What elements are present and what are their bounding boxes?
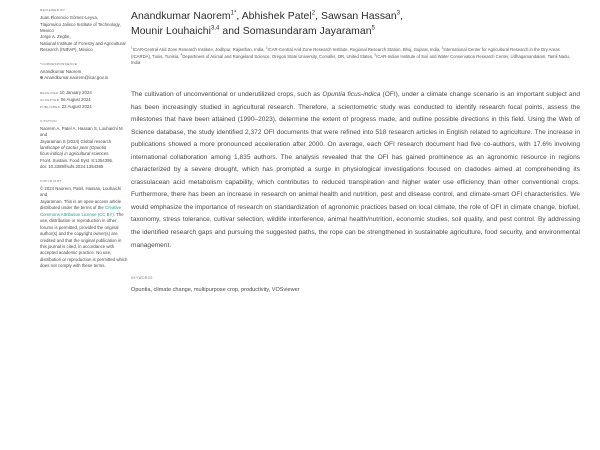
creative-commons-license-link[interactable]: Creative Commons Attribution License (CC BY)	[40, 205, 122, 217]
accepted-value: 06 August 2024	[60, 96, 91, 102]
affiliation-3-marker: 3	[441, 45, 444, 50]
affiliation-5: ICAR-Indian Institute of Soil and Water Conservation Research Center, Udhagamandalam, Tamil Nadu, India	[131, 53, 571, 66]
abstract-species-name: Opuntia ficus-indica	[322, 90, 381, 98]
received-label: RECEIVED	[40, 90, 59, 95]
reviewed-by-heading: REVIEWED BY	[40, 8, 66, 12]
publication-dates-block	[40, 90, 128, 111]
keywords-heading: KEYWORDS	[131, 276, 153, 281]
reviewer-1-name: Juan Florencio Gómez-Leyva,	[40, 15, 98, 21]
affiliation-5-marker: 5	[374, 52, 377, 57]
affiliation-1-marker: 1	[131, 45, 133, 50]
author-5-affil-marker: 5	[371, 25, 375, 32]
published-label: PUBLISHED	[40, 104, 61, 109]
copyright-line-1: © 2024 Naorem, Patel, Hassan, Louhaichi and	[40, 185, 122, 198]
accepted-date-row	[40, 97, 128, 104]
envelope-icon	[40, 76, 43, 79]
copyright-line-4: . The use, distribution or reproduction in other	[40, 211, 124, 224]
received-date-row	[40, 90, 128, 97]
reviewed-by-block	[40, 8, 128, 54]
correspondence-content	[40, 69, 128, 82]
keywords-list: Opuntia, climate change, multipurpose crop, productivity, VOSviewer	[131, 287, 300, 294]
received-value: 10 January 2024	[59, 89, 92, 95]
corresponding-author-email-line	[40, 75, 128, 81]
citation-doi[interactable]: doi: 10.3389/fsufs.2024.1354395	[40, 164, 104, 170]
author-4-name[interactable]: Mounir Louhaichi	[131, 25, 211, 37]
accepted-label: ACCEPTED	[40, 97, 60, 102]
copyright-line-9: accepted academic practice. No use,	[40, 250, 112, 256]
reviewer-2-name: Jorge A. Zegbe,	[40, 34, 71, 40]
copyright-line-2: Jayaraman. This is an open-access article	[40, 198, 122, 204]
affiliation-2-marker: 2	[265, 45, 268, 50]
author-3-affil-marker: 3	[396, 10, 401, 17]
copyright-block	[40, 179, 128, 270]
abstract-part-1: The cultivation of unconventional or underutilized crops, such as	[131, 90, 323, 98]
article-main-column	[128, 6, 588, 450]
copyright-line-5: forums is permitted, provided the original	[40, 224, 119, 230]
reviewer-2-affiliation-cont: Research (INIFAP), Mexico	[40, 47, 93, 53]
copyright-heading: COPYRIGHT	[40, 178, 62, 183]
article-metadata-sidebar	[0, 6, 128, 450]
published-value: 22 August 2024	[61, 103, 92, 109]
copyright-line-10: distribution or reproduction is permitted	[40, 256, 116, 262]
author-5-name[interactable]: and Somasundaram Jayaraman	[219, 25, 372, 37]
citation-line-2: Jayaraman S (2024) Global research	[40, 138, 112, 144]
affiliation-4: Department of Animal and Rangeland Science, Oregon State University, Corvallis, OR, United States,	[182, 53, 375, 59]
author-4-affil-marker: 3,4	[210, 25, 220, 32]
citation-line-3: landscape of cactus pear (Opuntia	[40, 144, 107, 150]
abstract-text	[131, 89, 580, 252]
corresponding-author-email[interactable]: Anandkumar.naorem@icar.gov.in	[44, 75, 109, 81]
citation-content	[40, 126, 128, 171]
reviewer-1-country: Mexico	[40, 28, 54, 33]
copyright-line-3: distributed under the terms of the	[40, 205, 105, 211]
copyright-line-8: this journal is cited, in accordance with	[40, 243, 115, 249]
citation-line-5: Front. Sustain. Food Syst. 8:1354395.	[40, 157, 114, 163]
affiliation-4-marker: 4	[180, 52, 183, 57]
citation-block	[40, 119, 128, 171]
reviewer-2-affiliation: National Institute of Forestry and Agricultural	[40, 40, 126, 46]
author-list	[131, 10, 580, 39]
affiliations	[131, 47, 580, 67]
affiliation-1: ICAR-Central Arid Zone Research Institute, Jodhpur, Rajasthan, India,	[132, 47, 266, 53]
citation-heading: CITATION	[40, 118, 57, 123]
copyright-content	[40, 186, 128, 270]
correspondence-block	[40, 62, 128, 82]
author-separator: ,	[400, 11, 404, 22]
author-3-name[interactable]: , Sawsan Hassan	[315, 11, 397, 22]
author-2-name[interactable]: , Abhishek Patel	[236, 11, 312, 22]
copyright-line-11: which does not comply with these terms.	[40, 256, 128, 269]
reviewed-by-content	[40, 15, 128, 54]
copyright-line-6: author(s) and the copyright owner(s) are	[40, 231, 118, 237]
author-2-affil-marker: 2	[311, 10, 316, 17]
published-date-row	[40, 104, 128, 111]
author-1-affil-marker: 1*	[230, 10, 237, 17]
affiliation-3: International Center for Agricultural Research in the Dry Areas (ICARDA), Tunis, Tunisia,	[131, 47, 560, 59]
affiliation-2: ICAR-Central Arid Zone Research Institute, Regional Research Station, Bhuj, Gujarat, India,	[267, 47, 442, 53]
abstract-part-2: (OFI), under a climate change scenario is an important subject and has been increasingly studied in agricultural research. Therefore, a scientometric study was conducted to identify research focal points, assess the milestones that have been attained (1990–2023), determine the extent of progress made, and outline possible directions in this field. Using the Web of Science database, the study identified 2,372 OFI documents that were refined into 518 research articles in English related to agriculture. The increase in publications showed a more pronounced acceleration after 2000. On average, each OFI research document had five co-authors, with 17.6% involving international collaboration among 1,835 authors. The analysis revealed that the OFI has gained prominence as an agronomic resource in regions characterized by a severe drought, which has prompted a surge in physiological investigations focused on cladodes aimed at comprehending its crassulacean acid metabolism capability, which contributes to reduced transpiration and higher water use efficiency than other conventional crops. Furthermore, there has been an increase in research on animal health and nutrition, pest and disease control, and climate-smart OFI characteristics. We would emphasize the importance of research on standardization of agronomic practices based on local climate, the role of OFI in climate change, biofuel, taxonomy, stress tolerance, cultivar selection, wildlife interference, animal health/nutrition, economic studies, soil quality, and pest control. By addressing the identified research gaps and pursuing the suggested paths, the rope can be strengthened in sustainable agriculture, food security, and environmental management.	[131, 90, 580, 249]
corresponding-author-name: Anandkumar Naorem	[40, 68, 82, 74]
citation-line-1: Naorem A, Patel A, Hassan S, Louhaichi M and	[40, 125, 123, 138]
citation-line-4: ficus-indica) in agricultural sciences.	[40, 151, 110, 157]
correspondence-heading: *CORRESPONDENCE	[40, 61, 78, 66]
copyright-line-7: credited and that the original publication in	[40, 237, 122, 243]
author-1-name[interactable]: Anandkumar Naorem	[131, 11, 231, 22]
reviewer-1-affiliation: Tlajomulco Jalisco Institute of Technology,	[40, 21, 121, 27]
